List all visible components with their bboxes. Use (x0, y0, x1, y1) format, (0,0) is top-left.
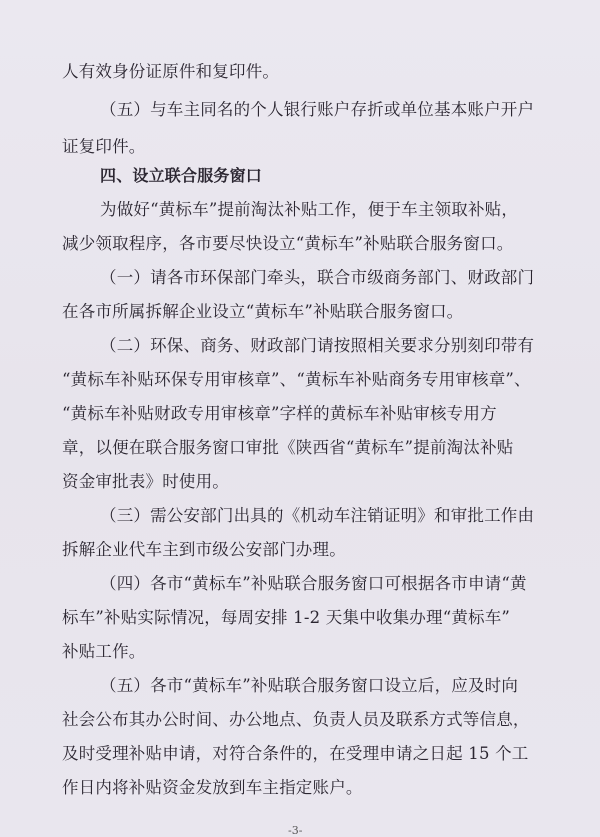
text-line-6: 减少领取程序，各市要尽快设立“黄标车”补贴联合服务窗口。 (62, 234, 514, 253)
text-line-2: （五）与车主同名的个人银行账户存折或单位基本账户开户 (100, 100, 535, 119)
text-line-20: 社会公布其办公时间、办公地点、负责人员及联系方式等信息， (62, 710, 530, 729)
text-line-12: 章，以便在联合服务窗口审批《陕西省“黄标车”提前淘汰补贴 (62, 438, 514, 457)
text-line-22: 作日内将补贴资金发放到车主指定账户。 (62, 778, 363, 797)
text-line-5: 为做好“黄标车”提前淘汰补贴工作，便于车主领取补贴， (100, 200, 519, 219)
text-line-7: （一）请各市环保部门牵头，联合市级商务部门、财政部门 (100, 268, 535, 287)
text-line-14: （三）需公安部门出具的《机动车注销证明》和审批工作由 (100, 506, 535, 525)
text-line-21: 及时受理补贴申请，对符合条件的，在受理申请之日起 15 个工 (62, 744, 529, 763)
section-heading: 四、设立联合服务窗口 (100, 166, 263, 185)
text-line-13: 资金审批表》时使用。 (62, 472, 229, 491)
text-line-15: 拆解企业代车主到市级公安部门办理。 (62, 540, 346, 559)
text-line-11: “黄标车补贴财政专用审核章”字样的黄标车补贴审核专用方 (62, 404, 497, 423)
page-number: -3- (288, 824, 303, 837)
text-line-8: 在各市所属拆解企业设立“黄标车”补贴联合服务窗口。 (62, 302, 464, 321)
text-line-9: （二）环保、商务、财政部门请按照相关要求分别刻印带有 (100, 336, 535, 355)
text-line-16: （四）各市“黄标车”补贴联合服务窗口可根据各市申请“黄 (100, 574, 527, 593)
text-line-19: （五）各市“黄标车”补贴联合服务窗口设立后，应及时向 (100, 676, 519, 695)
text-line-10: “黄标车补贴环保专用审核章”、“黄标车补贴商务专用审核章”、 (62, 370, 531, 389)
text-line-3: 证复印件。 (62, 137, 146, 156)
text-line-18: 补贴工作。 (62, 642, 146, 661)
text-line-17: 标车”补贴实际情况，每周安排 1-2 天集中收集办理“黄标车” (62, 608, 511, 627)
text-line-1: 人有效身份证原件和复印件。 (62, 62, 280, 81)
